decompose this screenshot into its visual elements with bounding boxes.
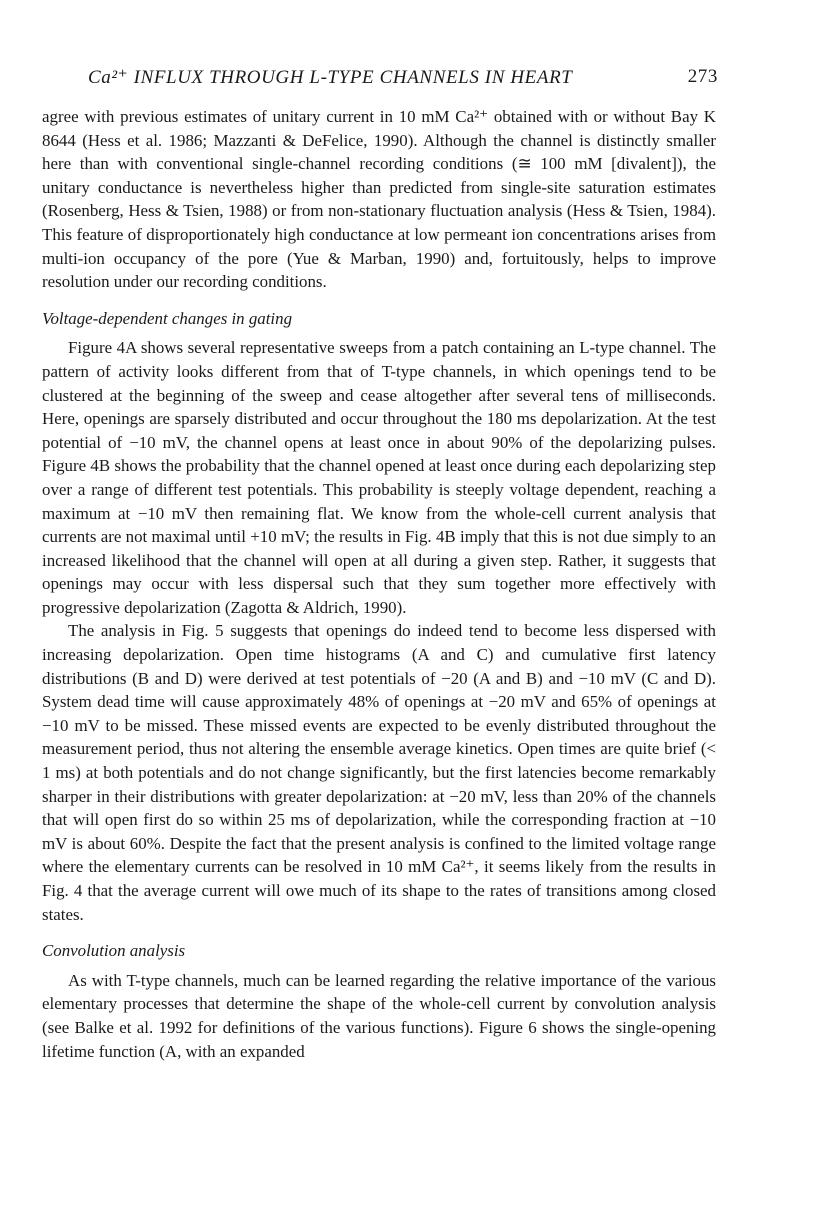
paragraph-gating-2: The analysis in Fig. 5 suggests that openings do indeed tend to become less dispersed with increasing depolarization. Open time histograms (A and C) and cumulative first latency distributions (B and D) were derived at test potentials of −20 (A and B) and −10 mV (C and D). System dead time will cause approximately 48% of openings at −20 mV and 65% of openings at −10 mV to be missed. These missed events are expected to be evenly distributed throughout the measurement period, thus not altering the ensemble average kinetics. Open times are quite brief (< 1 ms) at both potentials and do not change significantly, but the first latencies become remarkably sharper in their distributions with greater depolarization: at −20 mV, less than 20% of the channels that will open first do so within 25 ms of depolarization, while the corresponding fraction at −10 mV is about 60%. Despite the fact that the present analysis is confined to the limited voltage range where the elementary currents can be resolved in 10 mM Ca²⁺, it seems likely from the results in Fig. 4 that the average current will owe much of its shape to the rates of transitions among closed states. (42, 621, 716, 924)
running-title: Ca²⁺ INFLUX THROUGH L-TYPE CHANNELS IN HEART (88, 67, 573, 88)
paragraph-continuation: agree with previous estimates of unitary current in 10 mM Ca²⁺ obtained with or without Bay K 8644 (Hess et al. 1986; Mazzanti & DeFelice, 1990). Although the channel is distinctly smaller here than with conventional single-channel recording conditions (≅ 100 mM [divalent]), the unitary conductance is nevertheless higher than predicted from single-site saturation estimates (Rosenberg, Hess & Tsien, 1988) or from non-stationary fluctuation analysis (Hess & Tsien, 1984). This feature of disproportionately high conductance at low permeant ion concentrations arises from multi-ion occupancy of the pore (Yue & Marban, 1990) and, fortuitously, helps to improve resolution under our recording conditions. (42, 107, 716, 292)
section-heading-gating: Voltage-dependent changes in gating (42, 308, 293, 328)
paragraph-gating-1: Figure 4A shows several representative sweeps from a patch containing an L-type channel. The pattern of activity looks different from that of T-type channels, in which openings tend to be clustered at the beginning of the sweep and cease altogether after several tens of milliseconds. Here, openings are sparsely distributed and occur throughout the 180 ms depolarization. At the test potential of −10 mV, the channel opens at least once in about 90% of the depolarizing pulses. Figure 4B shows the probability that the channel opened at least once during each depolarizing step over a range of different test potentials. This probability is steeply voltage dependent, reaching a maximum at −10 mV then remaining flat. We know from the whole-cell current analysis that currents are not maximal until +10 mV; the results in Fig. 4B imply that this is not due simply to an increased likelihood that the channel will open at all during a given step. Rather, it suggests that openings may occur with less dispersal such that they sum together more effectively with progressive depolarization (Zagotta & Aldrich, 1990). (42, 338, 716, 617)
page-body (42, 105, 716, 1063)
paragraph-convolution: As with T-type channels, much can be learned regarding the relative importance of the various elementary processes that determine the shape of the whole-cell current by convolution analysis (see Balke et al. 1992 for definitions of the various functions). Figure 6 shows the single-opening lifetime function (A, with an expanded (42, 970, 716, 1061)
running-header (88, 66, 718, 90)
section-heading-convolution: Convolution analysis (42, 941, 186, 961)
page-number: 273 (687, 66, 718, 87)
